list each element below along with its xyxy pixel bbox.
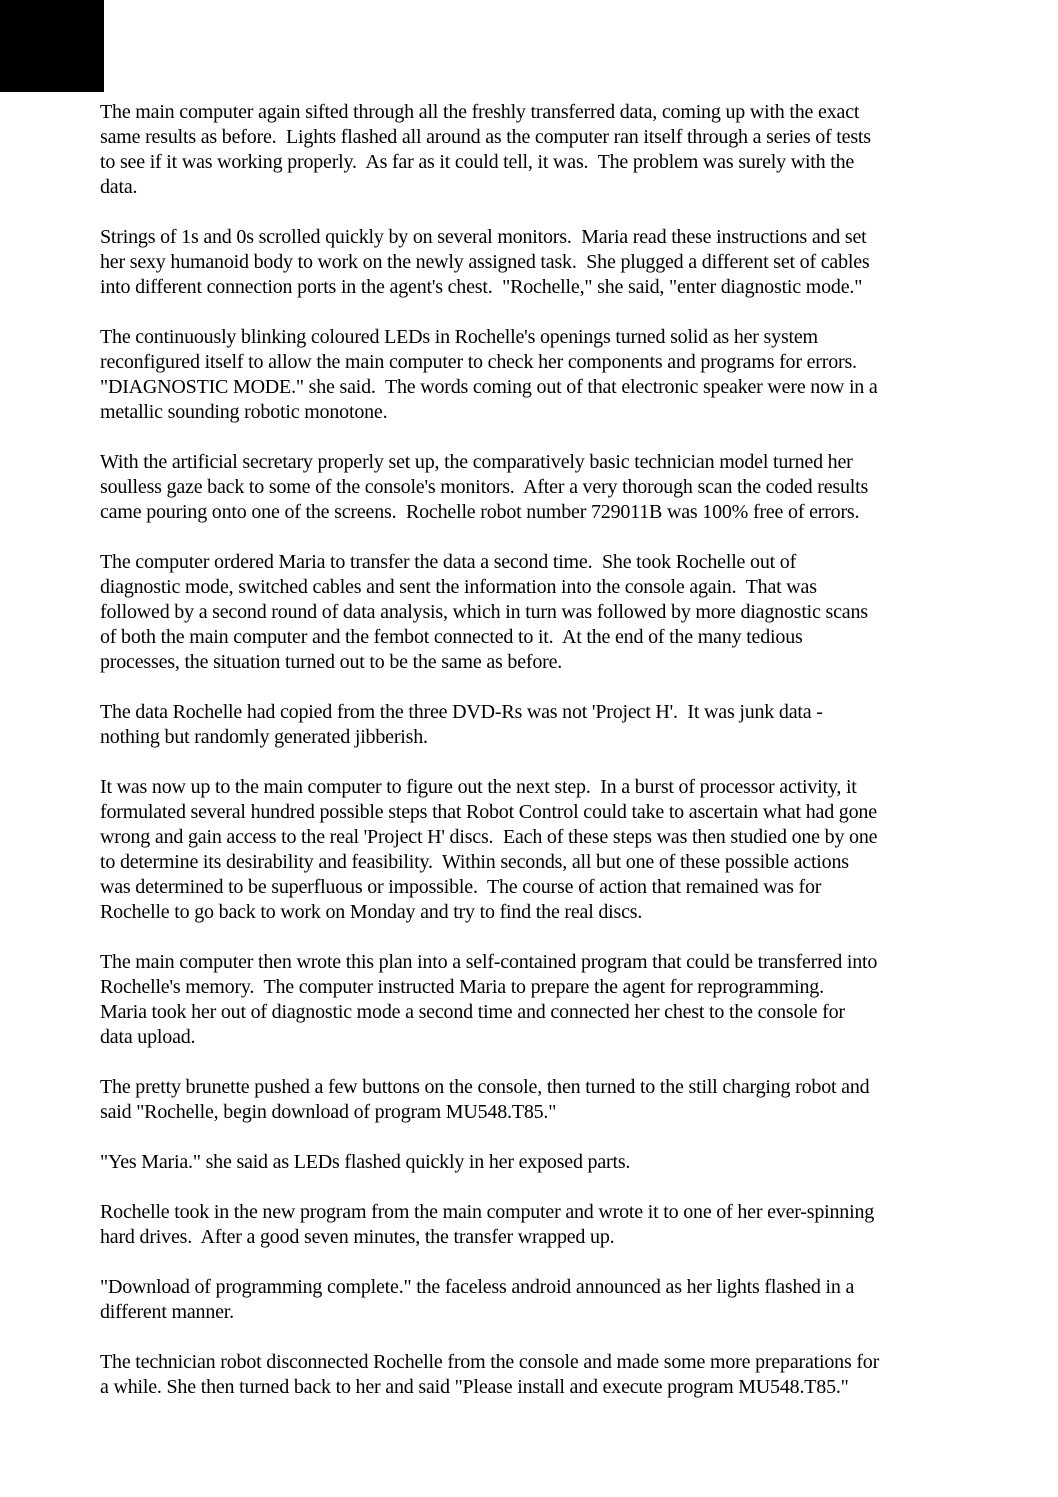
- paragraph: [100, 775, 980, 925]
- paragraph: [100, 1075, 980, 1125]
- text-line: The data Rochelle had copied from the three DVD-Rs was not 'Project H'. It was junk data -: [100, 701, 823, 723]
- text-line: Rochelle took in the new program from the main computer and wrote it to one of her ever-spinning: [100, 1201, 875, 1223]
- text-line: diagnostic mode, switched cables and sent the information into the console again. That was: [100, 576, 817, 598]
- black-redaction-box: [0, 0, 104, 92]
- text-line: data upload.: [100, 1026, 196, 1048]
- text-line: her sexy humanoid body to work on the newly assigned task. She plugged a different set of cables: [100, 251, 870, 273]
- text-line: different manner.: [100, 1301, 234, 1323]
- text-line: into different connection ports in the agent's chest. "Rochelle," she said, "enter diagnostic mode.": [100, 276, 863, 298]
- text-line: The pretty brunette pushed a few buttons on the console, then turned to the still charging robot and: [100, 1076, 870, 1098]
- text-line: data.: [100, 176, 138, 198]
- text-line: of both the main computer and the fembot connected to it. At the end of the many tedious: [100, 626, 803, 648]
- text-line: "DIAGNOSTIC MODE." she said. The words coming out of that electronic speaker were now in a: [100, 376, 878, 398]
- text-line: The continuously blinking coloured LEDs in Rochelle's openings turned solid as her system: [100, 326, 818, 348]
- text-line: formulated several hundred possible steps that Robot Control could take to ascertain what had gone: [100, 801, 877, 823]
- text-line: to see if it was working properly. As far as it could tell, it was. The problem was surely with the: [100, 151, 855, 173]
- text-line: reconfigured itself to allow the main computer to check her components and programs for errors.: [100, 351, 857, 373]
- paragraph: [100, 1275, 980, 1325]
- text-line: to determine its desirability and feasibility. Within seconds, all but one of these possible actions: [100, 851, 849, 873]
- text-line: "Yes Maria." she said as LEDs flashed quickly in her exposed parts.: [100, 1151, 631, 1173]
- text-line: The main computer again sifted through all the freshly transferred data, coming up with the exact: [100, 101, 860, 123]
- text-line: was determined to be superfluous or impossible. The course of action that remained was for: [100, 876, 822, 898]
- paragraph: [100, 550, 980, 675]
- text-line: "Download of programming complete." the faceless android announced as her lights flashed in a: [100, 1276, 855, 1298]
- paragraph: [100, 100, 980, 200]
- text-line: followed by a second round of data analysis, which in turn was followed by more diagnostic scans: [100, 601, 868, 623]
- paragraph: [100, 1350, 980, 1400]
- text-line: processes, the situation turned out to be the same as before.: [100, 651, 563, 673]
- text-line: The technician robot disconnected Rochelle from the console and made some more preparations for: [100, 1351, 880, 1373]
- document-text: [100, 100, 980, 1425]
- text-line: metallic sounding robotic monotone.: [100, 401, 388, 423]
- paragraph: [100, 225, 980, 300]
- text-line: With the artificial secretary properly set up, the comparatively basic technician model turned her: [100, 451, 853, 473]
- text-line: same results as before. Lights flashed all around as the computer ran itself through a series of tests: [100, 126, 871, 148]
- text-line: It was now up to the main computer to figure out the next step. In a burst of processor activity, it: [100, 776, 857, 798]
- text-line: wrong and gain access to the real 'Project H' discs. Each of these steps was then studied one by one: [100, 826, 878, 848]
- paragraph: [100, 325, 980, 425]
- text-line: Maria took her out of diagnostic mode a second time and connected her chest to the console for: [100, 1001, 845, 1023]
- text-line: soulless gaze back to some of the console's monitors. After a very thorough scan the coded results: [100, 476, 869, 498]
- text-line: Rochelle's memory. The computer instructed Maria to prepare the agent for reprogramming.: [100, 976, 824, 998]
- paragraph: [100, 1150, 980, 1175]
- text-line: Rochelle to go back to work on Monday and try to find the real discs.: [100, 901, 643, 923]
- text-line: The main computer then wrote this plan into a self-contained program that could be transferred into: [100, 951, 878, 973]
- text-line: nothing but randomly generated jibberish.: [100, 726, 428, 748]
- text-line: hard drives. After a good seven minutes, the transfer wrapped up.: [100, 1226, 615, 1248]
- text-line: said "Rochelle, begin download of program MU548.T85.": [100, 1101, 557, 1123]
- paragraph: [100, 700, 980, 750]
- text-line: Strings of 1s and 0s scrolled quickly by on several monitors. Maria read these instructions and set: [100, 226, 867, 248]
- paragraph: [100, 1200, 980, 1250]
- text-line: came pouring onto one of the screens. Rochelle robot number 729011B was 100% free of errors.: [100, 501, 860, 523]
- paragraph: [100, 450, 980, 525]
- paragraph: [100, 950, 980, 1050]
- text-line: a while. She then turned back to her and said "Please install and execute program MU548.T85.": [100, 1376, 849, 1398]
- text-line: The computer ordered Maria to transfer the data a second time. She took Rochelle out of: [100, 551, 797, 573]
